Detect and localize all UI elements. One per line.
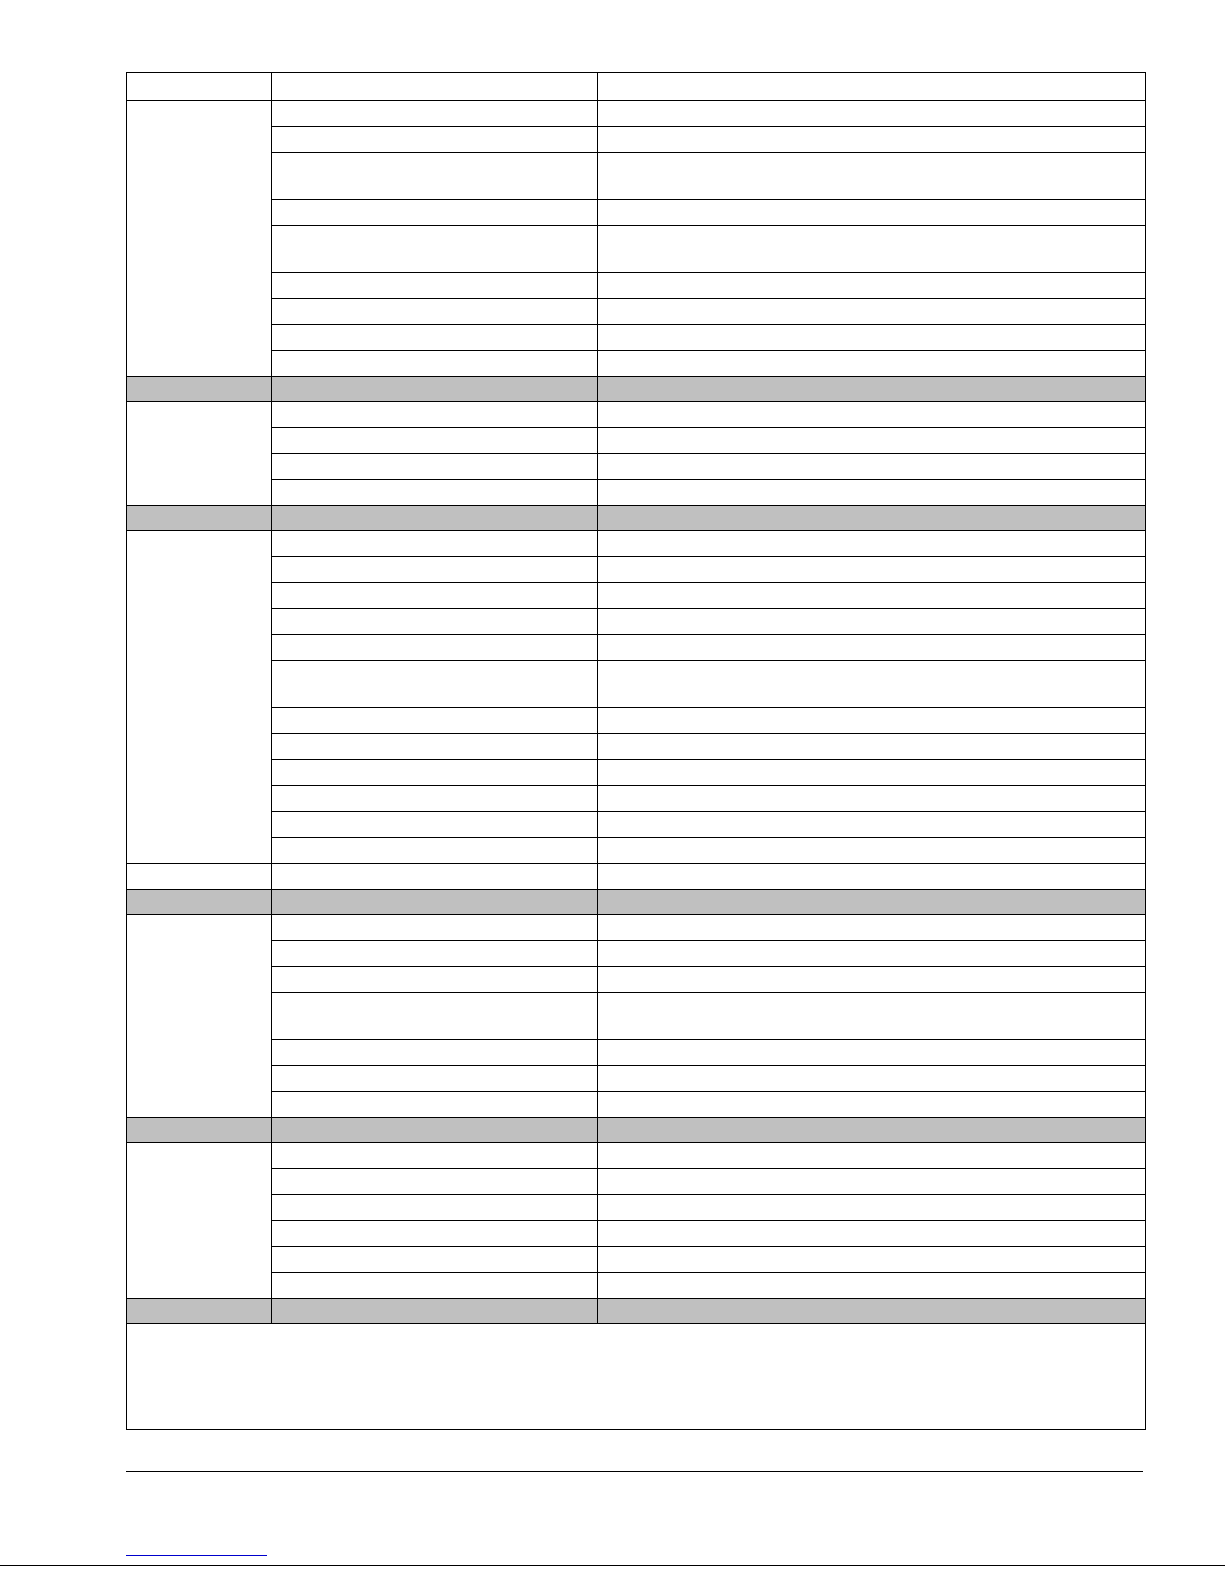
item-cell [272, 708, 598, 734]
page-bottom-divider [0, 1565, 1225, 1566]
item-cell [272, 635, 598, 661]
section-cell-item [272, 506, 598, 531]
table-row [127, 454, 1146, 480]
description-cell [598, 1273, 1146, 1299]
item-cell [272, 531, 598, 557]
item-cell [272, 1221, 598, 1247]
item-cell [272, 101, 598, 127]
item-cell [272, 760, 598, 786]
table-row [127, 838, 1146, 864]
item-cell [272, 1169, 598, 1195]
section-cell-item [272, 1118, 598, 1143]
table-row [127, 993, 1146, 1040]
table-row [127, 153, 1146, 200]
table-row [127, 351, 1146, 377]
section-cell-item [272, 890, 598, 915]
group-category-cell [127, 915, 272, 1118]
description-cell [598, 583, 1146, 609]
table-row [127, 864, 1146, 890]
table-row [127, 734, 1146, 760]
description-cell [598, 101, 1146, 127]
group-category-cell [127, 1143, 272, 1299]
item-cell [272, 1143, 598, 1169]
section-header-row [127, 1118, 1146, 1143]
notes-row [127, 1324, 1146, 1430]
description-cell [598, 428, 1146, 454]
table-row [127, 1273, 1146, 1299]
footnote-link-underline [126, 1555, 267, 1556]
section-header-row [127, 1299, 1146, 1324]
description-cell [598, 1092, 1146, 1118]
item-cell [272, 480, 598, 506]
description-cell [598, 1143, 1146, 1169]
description-cell [598, 351, 1146, 377]
description-cell [598, 864, 1146, 890]
section-cell-description [598, 1299, 1146, 1324]
description-cell [598, 967, 1146, 993]
description-cell [598, 941, 1146, 967]
table-row [127, 609, 1146, 635]
item-cell [272, 351, 598, 377]
item-cell [272, 200, 598, 226]
description-cell [598, 838, 1146, 864]
item-cell [272, 402, 598, 428]
item-cell [272, 1195, 598, 1221]
table-row [127, 1092, 1146, 1118]
description-cell [598, 635, 1146, 661]
item-cell [272, 786, 598, 812]
item-cell [272, 1273, 598, 1299]
description-cell [598, 1066, 1146, 1092]
form-table [126, 72, 1146, 1430]
header-cell-category [127, 73, 272, 101]
description-cell [598, 760, 1146, 786]
description-cell [598, 299, 1146, 325]
group-category-cell [127, 402, 272, 506]
description-cell [598, 1247, 1146, 1273]
section-cell-category [127, 377, 272, 402]
section-header-row [127, 377, 1146, 402]
table-row [127, 1169, 1146, 1195]
table-row [127, 1195, 1146, 1221]
description-cell [598, 812, 1146, 838]
item-cell [272, 838, 598, 864]
description-cell [598, 454, 1146, 480]
section-cell-item [272, 1299, 598, 1324]
category-cell [127, 864, 272, 890]
section-cell-category [127, 890, 272, 915]
item-cell [272, 583, 598, 609]
table-row [127, 967, 1146, 993]
item-cell [272, 609, 598, 635]
description-cell [598, 325, 1146, 351]
description-cell [598, 1040, 1146, 1066]
section-header-row [127, 506, 1146, 531]
description-cell [598, 708, 1146, 734]
description-cell [598, 1195, 1146, 1221]
table-row [127, 273, 1146, 299]
table-row [127, 200, 1146, 226]
table-row [127, 1143, 1146, 1169]
table-row [127, 1040, 1146, 1066]
table-row [127, 402, 1146, 428]
section-cell-description [598, 1118, 1146, 1143]
section-cell-description [598, 890, 1146, 915]
table-row [127, 325, 1146, 351]
item-cell [272, 864, 598, 890]
item-cell [272, 226, 598, 273]
table-header-row [127, 73, 1146, 101]
item-cell [272, 915, 598, 941]
description-cell [598, 1221, 1146, 1247]
table-row [127, 531, 1146, 557]
table-row [127, 941, 1146, 967]
footer-divider [126, 1471, 1143, 1472]
description-cell [598, 273, 1146, 299]
section-cell-description [598, 506, 1146, 531]
header-cell-description [598, 73, 1146, 101]
table-row [127, 708, 1146, 734]
table-row [127, 1247, 1146, 1273]
item-cell [272, 1092, 598, 1118]
item-cell [272, 454, 598, 480]
description-cell [598, 153, 1146, 200]
description-cell [598, 480, 1146, 506]
item-cell [272, 812, 598, 838]
group-category-cell [127, 531, 272, 864]
section-cell-category [127, 506, 272, 531]
table-row [127, 812, 1146, 838]
notes-cell [127, 1324, 1146, 1430]
table-row [127, 480, 1146, 506]
section-cell-item [272, 377, 598, 402]
table-row [127, 661, 1146, 708]
section-header-row [127, 890, 1146, 915]
table-row [127, 101, 1146, 127]
item-cell [272, 661, 598, 708]
item-cell [272, 941, 598, 967]
item-cell [272, 557, 598, 583]
item-cell [272, 1040, 598, 1066]
item-cell [272, 967, 598, 993]
table-row [127, 583, 1146, 609]
table-row [127, 786, 1146, 812]
table-row [127, 1221, 1146, 1247]
description-cell [598, 557, 1146, 583]
item-cell [272, 325, 598, 351]
table-row [127, 760, 1146, 786]
description-cell [598, 226, 1146, 273]
description-cell [598, 661, 1146, 708]
table-row [127, 226, 1146, 273]
table-row [127, 127, 1146, 153]
table-row [127, 915, 1146, 941]
item-cell [272, 299, 598, 325]
description-cell [598, 200, 1146, 226]
description-cell [598, 915, 1146, 941]
section-cell-description [598, 377, 1146, 402]
description-cell [598, 786, 1146, 812]
item-cell [272, 993, 598, 1040]
item-cell [272, 1247, 598, 1273]
item-cell [272, 127, 598, 153]
item-cell [272, 153, 598, 200]
item-cell [272, 734, 598, 760]
table-row [127, 557, 1146, 583]
description-cell [598, 531, 1146, 557]
table-row [127, 299, 1146, 325]
description-cell [598, 734, 1146, 760]
item-cell [272, 428, 598, 454]
form-table-body [127, 73, 1146, 1430]
description-cell [598, 402, 1146, 428]
table-row [127, 428, 1146, 454]
description-cell [598, 993, 1146, 1040]
description-cell [598, 127, 1146, 153]
item-cell [272, 1066, 598, 1092]
section-cell-category [127, 1299, 272, 1324]
table-row [127, 1066, 1146, 1092]
description-cell [598, 1169, 1146, 1195]
header-cell-item [272, 73, 598, 101]
table-row [127, 635, 1146, 661]
item-cell [272, 273, 598, 299]
section-cell-category [127, 1118, 272, 1143]
description-cell [598, 609, 1146, 635]
group-category-cell [127, 101, 272, 377]
